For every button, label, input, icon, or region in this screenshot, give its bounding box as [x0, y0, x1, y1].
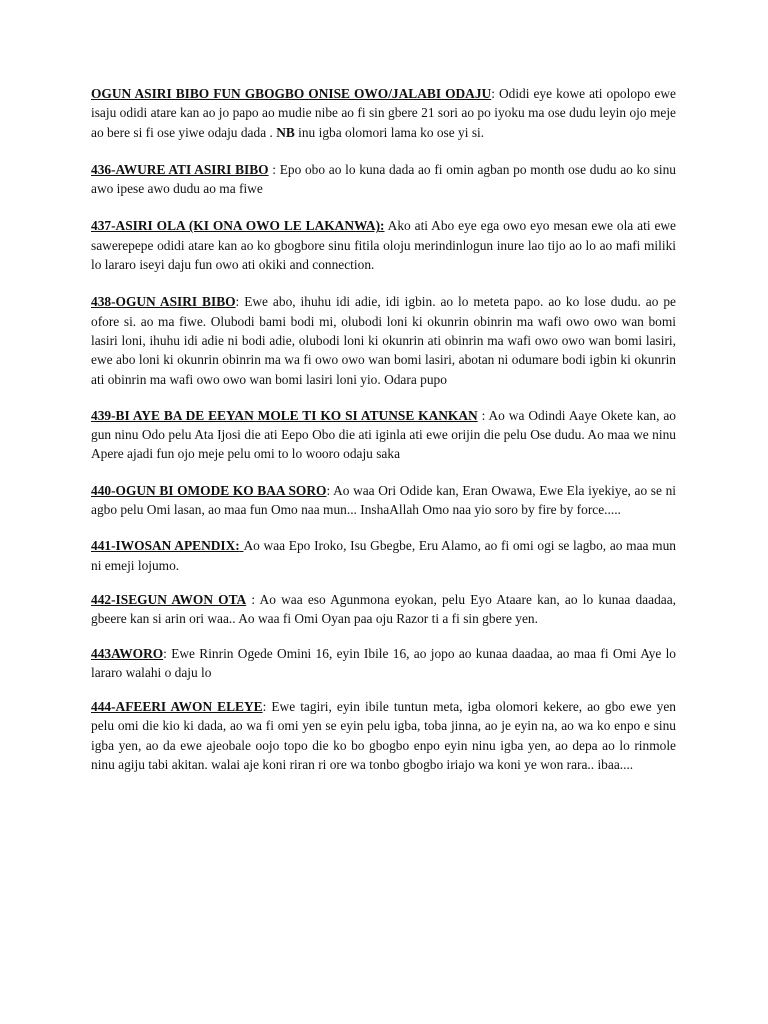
- recipe-heading: 441-IWOSAN APENDIX:: [91, 538, 240, 554]
- recipe-body: Ao waa Ori Odide kan, Eran Owawa, Ewe Ela iyekiye, ao se ni agbo pelu Omi lasan, ao maa fun Omo naa mun... InshaAllah Omo naa yio soro by fire by force.....: [91, 482, 677, 518]
- recipe-body: Ewe Rinrin Ogede Omini 16, eyin Ibile 16, ao jopo ao kunaa daadaa, ao maa fi Omi Aye lo lararo walahi o daju lo: [91, 645, 676, 680]
- recipe-441-paragraph: [91, 536, 676, 575]
- recipe-437-paragraph: [91, 216, 676, 274]
- recipe-heading: 437-ASIRI OLA (KI ONA OWO LE LAKANWA):: [91, 218, 385, 234]
- recipe-440-paragraph: [91, 481, 676, 520]
- heading-separator: :: [235, 294, 245, 310]
- recipe-heading: 438-OGUN ASIRI BIBO: [91, 294, 236, 310]
- recipe-heading: 440-OGUN BI OMODE KO BAA SORO: [91, 482, 327, 498]
- recipe-heading: OGUN ASIRI BIBO FUN GBOGBO ONISE OWO/JALABI ODAJU: [91, 86, 492, 101]
- recipe-body-continued: inu igba olomori lama ko ose yi si.: [294, 124, 485, 140]
- heading-separator: :: [262, 699, 272, 715]
- recipe-heading: 436-AWURE ATI ASIRI BIBO: [91, 161, 269, 177]
- recipe-body: Ewe tagiri, eyin ibile tuntun meta, igba olomori kekere, ao gbo ewe yen pelu omi die kio ki dada, ao wa fi omi yen se eyin pelu igba, toba jinna, ao je eyin na, ao wa ko enpo e sinu igba yen, ao da ewe ajeobale oojo topo die ko bo gbogbo enpo eyin ninu igba yen, ao depa ao lo rinmole ninu agiju tabi akitan. walai aje koni riran ri ore wa tonbo gbogbo iriajo wa koni ye won rara.. ibaa....: [91, 699, 676, 773]
- recipe-436-paragraph: [91, 160, 676, 199]
- recipe-439-paragraph: [91, 406, 676, 464]
- recipe-443-paragraph: [91, 644, 676, 683]
- heading-separator: :: [268, 161, 280, 177]
- recipe-body: Epo obo ao lo kuna dada ao fi omin agban po month ose dudu ao ko sinu awo ipese awo dudu ao ma fiwe: [91, 161, 676, 197]
- heading-separator: :: [326, 482, 334, 498]
- recipe-body: Ao waa Epo Iroko, Isu Gbegbe, Eru Alamo, ao fi omi ogi se lagbo, ao maa mun ni emeji lojumo.: [91, 538, 676, 573]
- recipe-444-paragraph: [91, 697, 676, 774]
- recipe-body: Ako ati Abo eye ega owo eyo mesan ewe ola ati ewe sawerepepe odidi atare kan ao ko gbogbore sinu fitila oloju merindinlogun inure lao tijo ao lo ao mafi miliki lo lararo iseyi daju fun owo ati okiki and connection.: [91, 218, 676, 273]
- recipe-body: Ewe abo, ihuhu idi adie, idi igbin. ao lo meteta papo. ao ko lose dudu. ao pe ofore si. ao ma fiwe. Olubodi bami bodi mi, olubodi loni ki okunrin obinrin ma wafi owo owo wan bomi lasiri loni, ihuhu idi adie ni bodi adie, olubodi loni ki okunrin ati obinrin ma wafi owo owo wan bomi lasiri, ewe abo loni ki okunrin obinrin ma wa fi owo owo wan bomi lasiri, abotan ni odumare bodi igbin ki okunrin ati obinrin ma wafi owo owo wan bomi lasiri loni yio. Odara pupo: [91, 294, 676, 387]
- recipe-442-paragraph: [91, 590, 676, 629]
- recipe-body: Odidi eye kowe ati opolopo ewe isaju odidi atare kan ao jo papo ao mudie nibe ao fi sin gbere 21 sori ao po iyoku ma ose dudu leyin ojo meje ao bere si fi ose yiwe odaju dada .: [91, 86, 676, 140]
- nb-note-label: NB: [276, 124, 295, 140]
- heading-separator: :: [246, 591, 260, 607]
- document-page: [91, 84, 676, 774]
- recipe-heading: 439-BI AYE BA DE EEYAN MOLE TI KO SI ATUNSE KANKAN: [91, 407, 478, 423]
- recipe-body: Ao wa Odindi Aaye Okete kan, ao gun ninu Odo pelu Ata Ijosi die ati Eepo Obo die ati iginla ati ewe orijin die pelu Ose dudu. Ao maa we ninu Apere ajadi fun ojo meje pelu omi to lo wooro odaju saka: [91, 407, 677, 462]
- heading-separator: :: [163, 645, 172, 661]
- recipe-body: Ao waa eso Agunmona eyokan, pelu Eyo Ataare kan, ao lo kunaa daadaa, gbeere kan si arin ori waa.. Ao waa fi Omi Oyan paa oju Razor ti a fi sin gbere yen.: [91, 591, 676, 627]
- heading-separator: :: [477, 407, 489, 423]
- recipe-438-paragraph: [91, 292, 676, 388]
- recipe-intro-paragraph: [91, 84, 676, 142]
- recipe-heading: 444-AFEERI AWON ELEYE: [91, 699, 263, 715]
- recipe-heading: 442-ISEGUN AWON OTA: [91, 591, 247, 607]
- heading-separator: :: [491, 86, 499, 101]
- recipe-heading: 443AWORO: [91, 645, 164, 661]
